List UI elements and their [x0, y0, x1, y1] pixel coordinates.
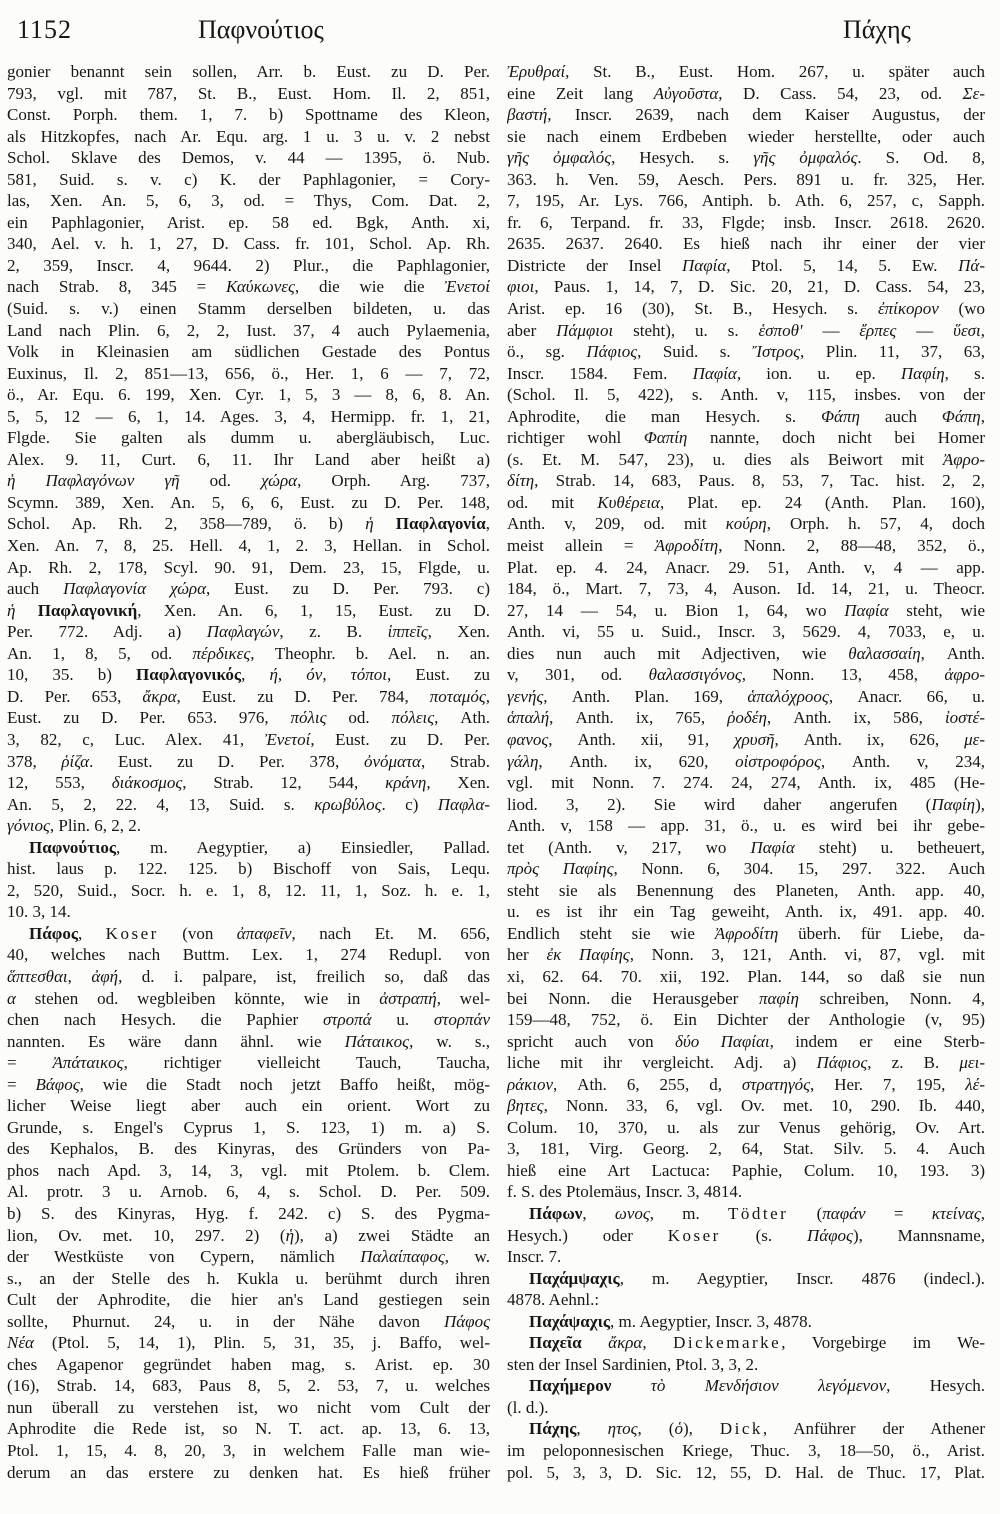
text-line: nun überall zu verstehen ist, wo nicht vom Cult der	[7, 1397, 490, 1417]
text-line: 184, ö., Mart. 7, 73, 4, Auson. Id. 14, 21, u. Theocr.	[507, 579, 985, 599]
greek-text: ὕεσι	[953, 320, 981, 340]
greek-text: ἅπτεσθαι	[7, 966, 68, 986]
text-line: licher Weise liegt aber auch ein orient. Wort zu	[7, 1096, 490, 1116]
text-line: sie nach einem Erdbeben wieder herstellte, oder auch	[507, 126, 985, 146]
text-line: γενής, Anth. Plan. 169, ἁπαλόχροος, Anacr. 66, u.	[507, 686, 985, 706]
text-line: bei Nonn. die Herausgeber παφίη schreiben, Nonn. 4,	[507, 988, 985, 1008]
greek-text: Πάταικος	[344, 1031, 410, 1051]
text-line: las, Xen. An. 5, 6, 3, od. = Thys, Com. Dat. 2,	[7, 191, 490, 211]
greek-text: ωνος	[614, 1203, 650, 1223]
text-line: Alex. 9. 11, Curt. 6, 11. Ihr Land aber heißt a)	[7, 449, 490, 469]
greek-text: ητος	[607, 1419, 638, 1439]
greek-text: Ἀφρο	[942, 449, 980, 469]
text-line: Volk in Kleinasien am südlichen Gestade des Pontus	[7, 342, 490, 362]
text-line: 5, 5, 12 — 6, 1, 14. Ages. 3, 4, Hermipp. fr. 1, 21,	[7, 406, 490, 426]
greek-text: τὸ Μενδήσιον λεγόμενον	[650, 1376, 887, 1396]
text-line: chen nach Hesych. die Paphier στροπά u. στορπάν	[7, 1010, 490, 1030]
greek-text: στρατηγός	[741, 1074, 811, 1094]
text-line: Anth. v, 209, od. mit κούρη, Orph. h. 57, 4, doch	[507, 514, 985, 534]
text-line: An. 5, 2, 22. 4, 13, Suid. s. κρωβύλος. c) Παφλα-	[7, 794, 490, 814]
greek-text: Ἐνετοί	[264, 729, 311, 749]
text-line: Πάχης, ητος, (ὁ), Dick, Anführer der Athener	[529, 1419, 985, 1439]
text-line: nannten. Es wäre dann ähnl. wie Πάταικος, w. s.,	[7, 1031, 490, 1051]
greek-text: Καύκωνες	[226, 277, 295, 297]
greek-text: Παλαίπαφος	[360, 1247, 445, 1267]
page-number: 1152	[17, 15, 73, 44]
greek-text: πέρδικες	[192, 643, 251, 663]
text-line: Παχήμερον τὸ Μενδήσιον λεγόμενον, Hesych.	[529, 1376, 985, 1396]
text-line: b) S. des Kinyras, Hyg. f. 242. c) S. des Pygma-	[7, 1203, 490, 1223]
text-line: Per. 772. Adj. a) Παφλαγών, z. B. ἱππεῖς, Xen.	[7, 622, 490, 642]
greek-text: Ἐνετοί	[444, 277, 490, 297]
greek-text: φανος	[507, 729, 549, 749]
greek-text: γῆς ὀμφαλός	[753, 148, 858, 168]
text-line: eine Zeit lang Αὐγοῦστα, D. Cass. 54, 23, od. Σε-	[507, 83, 985, 103]
greek-text: βητες	[507, 1096, 544, 1116]
text-line: ἁπαλή, Anth. ix, 765, ῥοδέη, Anth. ix, 586, ἰοστέ-	[507, 708, 985, 728]
greek-text: δύο Παφίαι	[675, 1031, 770, 1051]
greek-text: Παφία	[682, 255, 727, 275]
greek-text: γενής	[507, 686, 544, 706]
text-line: Aphrodite die Rede ist, so N. T. act. ap. 13, 6. 13,	[7, 1419, 490, 1439]
text-line: Endlich steht sie wie Ἀφροδίτη überh. für Liebe, da-	[507, 923, 985, 943]
entry-continuation	[7, 61, 490, 837]
greek-text: Ἐρυθραί	[507, 62, 566, 81]
text-line: meist allein = Ἀφροδίτη, Nonn. 2, 88—48, 352, ö.,	[507, 536, 985, 556]
text-line: s., an der Stelle des h. Kukla u. berühmt durch ihren	[7, 1268, 490, 1288]
text-line: spricht auch von δύο Παφίαι, indem er eine Sterb-	[507, 1031, 985, 1051]
text-line: 2, 520, Suid., Socr. h. e. 1, 8, 12. 11, 1, Soz. h. e. 1,	[7, 880, 490, 900]
text-line: D. Per. 653, ἄκρα, Eust. zu D. Per. 784, ποταμός,	[7, 686, 490, 706]
text-line: = Ἀπάταικος, richtiger vielleicht Tauch, Taucha,	[7, 1053, 490, 1073]
greek-text: Πάφος	[806, 1225, 853, 1245]
greek-text: Φάπη	[821, 406, 860, 426]
entry-continuation	[507, 61, 985, 1203]
greek-text: όν	[306, 665, 323, 685]
greek-text: ἀφή	[91, 966, 119, 986]
greek-text: ἰοστέ	[944, 708, 980, 728]
text-line: ö., sg. Πάφιος, Suid. s. Ἴστρος, Plin. 11, 37, 63,	[507, 342, 985, 362]
entry	[507, 1418, 985, 1483]
text-line: Ap. Rh. 2, 178, Scyl. 90. 91, Dem. 23, 15, Flgde, u.	[7, 557, 490, 577]
greek-text: γῆς ὀμφαλός	[507, 148, 612, 168]
text-line: γόνιος, Plin. 6, 2, 2.	[7, 816, 142, 836]
greek-text: φιοι	[507, 277, 535, 297]
greek-text: Ἀπάταικος	[52, 1053, 124, 1073]
left-column	[7, 61, 490, 1483]
greek-text: Φάπη	[941, 406, 981, 426]
text-line: γάλη, Anth. ix, 620, οἰστροφόρος, Anth. v, 234,	[507, 751, 985, 771]
greek-text: Αὐγοῦστα	[653, 83, 719, 103]
text-line: Schol. Ap. Rh. 2, 358—789, ö. b) ἡ Παφλαγονία,	[7, 514, 490, 534]
greek-text: Ἀφροδίτη	[714, 923, 779, 943]
spaced-text: Koser	[105, 923, 159, 943]
greek-text: Ἀφροδίτη	[654, 536, 719, 556]
text-line: nach Strab. 8, 345 = Καύκωνες, die wie die Ἐνετοί	[7, 277, 490, 297]
text-line: ches Agapenor gegründet haben mag, s. Arist. ep. 30	[7, 1354, 490, 1374]
greek-text: α	[7, 988, 16, 1008]
greek-text: κρωβύλος	[314, 794, 382, 814]
greek-text: ἄκρα	[608, 1333, 643, 1353]
right-catchword: Πάχης	[843, 15, 911, 44]
text-line: Παχεῖα ἄκρα, Dickemarke, Vorgebirge im We-	[529, 1333, 985, 1353]
entry	[507, 1375, 985, 1418]
spaced-text: Dickemarke	[673, 1333, 782, 1353]
greek-text: διάκοσμος	[111, 773, 183, 793]
text-line: sten der Insel Sardinien, Ptol. 3, 3, 2.	[507, 1354, 759, 1374]
text-line: 378, ῥίζα. Eust. zu D. Per. 378, ὀνόματα, Strab.	[7, 751, 490, 771]
greek-text: Πάμφιοι	[556, 320, 614, 340]
greek-text: οἰστροφόρος	[735, 751, 821, 771]
text-line: (s. Et. M. 547, 23), u. dies als Beiwort mit Ἀφρο-	[507, 449, 985, 469]
text-line: fr. 6, Terpand. fr. 33, Flgde; insb. Inscr. 2618. 2620.	[507, 212, 985, 232]
text-line: Παφνούτιος, m. Aegyptier, a) Einsiedler, Pallad.	[29, 837, 490, 857]
text-line: dies nun auch mit Adjectiven, wie θαλασσαίη, Anth.	[507, 643, 985, 663]
text-line: liche mit ihr vergleicht. Adj. a) Πάφιος, z. B. μει-	[507, 1053, 985, 1073]
greek-text: ἀστραπή	[379, 988, 437, 1008]
text-line: 10, 35. b) Παφλαγονικός, ή, όν, τόποι, Eust. zu	[7, 665, 490, 685]
text-line: richtiger wohl Φαπίη nannte, doch nicht bei Homer	[507, 428, 985, 448]
spaced-text: Dick	[719, 1419, 763, 1439]
text-line: tet (Anth. v, 217, wo Παφία steht) u. betheuert,	[507, 837, 985, 857]
headword: Παφλαγονία	[395, 514, 486, 534]
text-line: Al. protr. 3 u. Arnob. 6, 4, s. Schol. D. Per. 509.	[7, 1182, 490, 1202]
text-line: steht sie als Benennung des Planeten, Anth. app. 40,	[507, 880, 985, 900]
greek-text: ἡ	[7, 600, 16, 620]
greek-text: Παφία	[692, 363, 737, 383]
text-line: ἡ Παφλαγονική, Xen. An. 6, 1, 15, Eust. zu D.	[7, 600, 490, 620]
text-line: 340, Ael. v. h. 1, 27, D. Cass. fr. 101, Schol. Ap. Rh.	[7, 234, 490, 254]
text-line: hist. laus p. 122. 125. b) Bischoff von Sais, Lequ.	[7, 859, 490, 879]
greek-text: ἑσποθ'	[758, 320, 803, 340]
greek-text: δίτη	[507, 471, 535, 491]
greek-text: Παφλαγών	[206, 622, 280, 642]
text-line: Flgde. Sie galten als dumm u. abergläubisch, Luc.	[7, 428, 490, 448]
text-line: 27, 14 — 54, u. Bion 1, 64, wo Παφία steht, wie	[507, 600, 985, 620]
greek-text: Βάφος	[35, 1074, 80, 1094]
text-line: liod. 3, 2). Sie wird daher angerufen (Παφίη),	[507, 794, 985, 814]
greek-text: Παφία	[750, 837, 795, 857]
greek-text: ἐκ Παφίης	[546, 945, 630, 965]
greek-text: ἔρπες	[859, 320, 897, 340]
text-line: γῆς ὀμφαλός, Hesych. s. γῆς ὀμφαλός. S. Od. 8,	[507, 148, 985, 168]
headword: Παχήμερον	[529, 1376, 612, 1396]
text-line: Land nach Plin. 6, 2, 2, Iust. 37, 4 auch Pylaemenia,	[7, 320, 490, 340]
headword: Πάφων	[529, 1203, 583, 1223]
text-line: Euxinus, Il. 2, 851—13, 656, ö., Her. 1, 6 — 7, 72,	[7, 363, 490, 383]
greek-text: ἁπαλόχροος	[747, 686, 829, 706]
text-line: 159—48, 752, ö. Ein Dichter der Anthologie (v, 95)	[507, 1010, 985, 1030]
text-line: φανος, Anth. xii, 91, χρυσῆ, Anth. ix, 626, με-	[507, 729, 985, 749]
text-line: α stehen od. wegbleiben könnte, wie in ἀστραπή, wel-	[7, 988, 490, 1008]
text-line: An. 1, 8, 5, od. πέρδικες, Theophr. b. Ael. n. an.	[7, 643, 490, 663]
entry	[7, 837, 490, 923]
greek-text: χώρα	[261, 471, 298, 491]
text-line: (l. d.).	[507, 1397, 549, 1417]
text-line: Inscr. 1584. Fem. Παφία, ion. u. ep. Παφίη, s.	[507, 363, 985, 383]
greek-text: χρυσῆ	[734, 729, 775, 749]
greek-text: ῥοδέη	[727, 708, 767, 728]
spaced-text: Tödter	[728, 1203, 789, 1223]
text-line: (16), Strab. 14, 683, Paus 8, 5, 2. 53, 7, u. welches	[7, 1376, 490, 1396]
greek-text: ὁ	[674, 1419, 683, 1439]
text-line: 40, welches nach Buttm. Lex. 1, 274 Redupl. von	[7, 945, 490, 965]
greek-text: ἱππεῖς	[387, 622, 428, 642]
greek-text: ἁπαλή	[507, 708, 550, 728]
text-line: gonier benannt sein sollen, Arr. b. Eust. zu D. Per.	[7, 62, 490, 81]
greek-text: ὀνόματα	[363, 751, 421, 771]
text-line: aber Πάμφιοι steht), u. s. ἑσποθ' — ἔρπες — ὕεσι,	[507, 320, 985, 340]
text-line: Ἐρυθραί, St. B., Eust. Hom. 267, u. später auch	[507, 62, 985, 81]
greek-text: Σε	[962, 83, 980, 103]
greek-text: Κυθέρεια	[597, 492, 660, 512]
text-line: Παχάψαχις, m. Aegyptier, Inscr. 3, 4878.	[529, 1311, 812, 1331]
greek-text: Παφίη	[900, 363, 945, 383]
greek-text: Φαπίη	[643, 428, 688, 448]
text-line: βητες, Nonn. 33, 6, vgl. Ov. met. 10, 290. Ib. 440,	[507, 1096, 985, 1116]
text-line: Anth. v, 158 — app. 31, ö., u. es wird bei ihr gebe-	[507, 816, 985, 836]
text-line: als Hitzkopfes, nach Ar. Equ. arg. 1 u. 3 u. v. 2 nebst	[7, 126, 490, 146]
entry	[507, 1203, 985, 1268]
greek-text: Ἴστρος	[752, 342, 800, 362]
headword: Παχάμψαχις	[529, 1268, 620, 1288]
text-line: vgl. mit Nonn. 7. 274. 24, 274, Anth. ix, 485 (He-	[507, 773, 985, 793]
greek-text: πόλις	[290, 708, 327, 728]
text-line: (Schol. Il. 5, 422), s. Anth. v, 115, insbes. von der	[507, 385, 985, 405]
entry	[507, 1332, 985, 1375]
text-line: 4878. Aehnl.:	[507, 1290, 600, 1310]
headword: Παφνούτιος	[29, 837, 117, 857]
text-line: Districte der Insel Παφία, Ptol. 5, 14, 5. Ew. Πά-	[507, 255, 985, 275]
greek-text: κούρη	[725, 514, 767, 534]
text-line: βαστή, Inscr. 2639, nach dem Kaiser Augustus, der	[507, 105, 985, 125]
text-line: 7, 195, Ar. Lys. 766, Antiph. b. Ath. 6, 257, c, Sapph.	[507, 191, 985, 211]
text-line: Xen. An. 7, 8, 25. Hell. 4, 1, 2. 3, Hellan. in Schol.	[7, 536, 490, 556]
greek-text: ἐπίκορον	[877, 299, 939, 319]
text-line: Hesych.) oder Koser (s. Πάφος), Mannsname,	[507, 1225, 985, 1245]
entry	[507, 1268, 985, 1311]
text-line: (Suid. s. v.) einen Stamm derselben bildeten, u. das	[7, 299, 490, 319]
text-line: 2, 359, Inscr. 4, 9644. 2) Plur., die Paphlagonier,	[7, 255, 490, 275]
greek-text: τόποι	[350, 665, 387, 685]
greek-text: γόνιος	[7, 816, 50, 836]
greek-text: ἡ Παφλαγόνων γῆ	[7, 471, 180, 491]
headword: Πάφος	[29, 923, 78, 943]
text-line: Cult der Aphrodite, die hier an's Land gestiegen sein	[7, 1290, 490, 1310]
text-line: lion, Ov. met. 10, 297. 2) (ἡ), a) zwei Städte an	[7, 1225, 490, 1245]
greek-text: παφάν	[822, 1203, 866, 1223]
headword: Παχάψαχις	[529, 1311, 611, 1331]
text-line: δίτη, Strab. 14, 683, Paus. 8, 53, 7, Tac. hist. 2, 2,	[507, 471, 985, 491]
greek-text: πόλεις	[391, 708, 435, 728]
greek-text: ἀπαφεῖν	[236, 923, 292, 943]
text-line: ἡ Παφλαγόνων γῆ od. χώρα, Orph. Arg. 737,	[7, 471, 490, 491]
text-line: sollte, Phurnut. 24, u. in der Nähe davon Πάφος	[7, 1311, 490, 1331]
text-line: Νέα (Ptol. 5, 14, 1), Plin. 5, 31, 35, j. Baffo, wel-	[7, 1333, 490, 1353]
greek-text: με	[964, 729, 980, 749]
text-line: od. mit Κυθέρεια, Plat. ep. 24 (Anth. Plan. 160),	[507, 492, 985, 512]
text-line: hieß eine Art Lactuca: Paphie, Colum. 10, 193. 3)	[507, 1160, 985, 1180]
headword: Πάχης	[529, 1419, 577, 1439]
greek-text: ῥίζα	[61, 751, 90, 771]
text-line: u. es ist ihr ein Tag geweiht, Anth. ix, 491. app. 40.	[507, 902, 985, 922]
text-line: 3, 82, c, Luc. Alex. 41, Ἐνετοί, Eust. zu D. Per.	[7, 729, 490, 749]
text-line: Eust. zu D. Per. 653. 976, πόλις od. πόλεις, Ath.	[7, 708, 490, 728]
greek-text: ἀφρο	[944, 665, 980, 685]
text-line: Ptol. 1, 15, 4. 8, 20, 3, in welchem Falle man wie-	[7, 1441, 490, 1460]
text-line: Scymn. 389, Xen. An. 5, 6, 6, Eust. zu D. Per. 148,	[7, 492, 490, 512]
greek-text: Νέα	[7, 1333, 34, 1353]
spaced-text: Koser	[667, 1225, 721, 1245]
text-line: auch Παφλαγονία χώρα, Eust. zu D. Per. 793. c)	[7, 579, 490, 599]
greek-text: Πάφιος	[586, 342, 638, 362]
greek-text: κτείνας	[931, 1203, 981, 1223]
greek-text: στροπά	[323, 1010, 372, 1030]
text-line: im peloponnesischen Kriege, Thuc. 3, 18—50, ö., Arist.	[507, 1441, 985, 1460]
text-line: her ἐκ Παφίης, Nonn. 3, 121, Anth. vi, 87, vgl. mit	[507, 945, 985, 965]
greek-text: βαστή	[507, 105, 548, 125]
entry	[507, 1311, 985, 1333]
text-line: Anth. vi, 55 u. Suid., Inscr. 3, 5629. 4, 7033, e, u.	[507, 622, 985, 642]
text-line: ράκιον, Ath. 6, 255, d, στρατηγός, Her. 7, 195, λέ-	[507, 1074, 985, 1094]
text-line: Παχάμψαχις, m. Aegyptier, Inscr. 4876 (indecl.).	[529, 1268, 985, 1288]
text-line: ein Paphlagonier, Arist. ep. 58 ed. Bgk, Anth. xi,	[7, 212, 490, 232]
greek-text: θαλασσαίη	[848, 643, 921, 663]
greek-text: ράκιον	[507, 1074, 554, 1094]
text-line: Const. Porph. them. 1, 7. b) Spottname des Kleon,	[7, 105, 490, 125]
left-catchword: Παφνούτιος	[198, 15, 324, 44]
text-line: 2635. 2637. 2640. Es hieß nach ihr einer der vier	[507, 234, 985, 254]
headword: Παφλαγονική	[37, 600, 138, 620]
greek-text: παφίη	[758, 988, 799, 1008]
text-line: Πάφων, ωνος, m. Tödter (παφάν = κτείνας,	[529, 1203, 985, 1223]
text-line: πρὸς Παφίης, Nonn. 6, 304. 15, 297. 322. Auch	[507, 859, 985, 879]
headword: Παφλαγονικός	[136, 665, 242, 685]
greek-text: στορπάν	[433, 1010, 490, 1030]
text-line: v, 301, od. θαλασσιγόνος, Nonn. 13, 458, ἀφρο-	[507, 665, 985, 685]
text-line: pol. 5, 3, 3, D. Sic. 12, 55, D. Hal. de Thuc. 17, Plat.	[507, 1462, 985, 1482]
text-line: der Westküste von Cypern, nämlich Παλαίπαφος, w.	[7, 1247, 490, 1267]
text-line: 581, Suid. s. v. c) K. der Paphlagonier, = Cory-	[7, 169, 490, 189]
greek-text: Πάφιος	[816, 1053, 868, 1073]
text-line: φιοι, Paus. 1, 14, 7, D. Sic. 20, 21, D. Cass. 54, 23,	[507, 277, 985, 297]
text-line: Grunde, s. Engel's Cyprus 1, S. 123, 1) m. a) S.	[7, 1117, 490, 1137]
text-line: 363. h. Ven. 59, Aesch. Pers. 891 u. fr. 325, Her.	[507, 169, 985, 189]
text-line: f. S. des Ptolemäus, Inscr. 3, 4814.	[507, 1182, 743, 1202]
greek-text: ἡ	[285, 1225, 294, 1245]
text-line: Arist. ep. 16 (30), St. B., Hesych. s. ἐπίκορον (wo	[507, 299, 985, 319]
text-line: des Kephalos, B. des Kinyras, des Gründers von Pa-	[7, 1139, 490, 1159]
text-line: Schol. Sklave des Demos, v. 44 — 1395, ö. Nub.	[7, 148, 490, 168]
text-line: 793, vgl. mit 787, St. B., Eust. Hom. Il. 2, 851,	[7, 83, 490, 103]
greek-text: Παφλα	[437, 794, 485, 814]
text-line: 10. 3, 14.	[7, 902, 71, 922]
text-line: ö., Ar. Equ. 6. 199, Xen. Cyr. 1, 5, 3 — 8, 6, 8. An.	[7, 385, 490, 405]
greek-text: Παφίη	[931, 794, 976, 814]
greek-text: μει	[959, 1053, 980, 1073]
right-column	[507, 61, 985, 1483]
greek-text: θαλασσιγόνος	[648, 665, 742, 685]
greek-text: λέ	[965, 1074, 980, 1094]
text-line: Plat. ep. 4. 24, Anacr. 29. 51, Anth. v, 4 — app.	[507, 557, 985, 577]
entry	[7, 923, 490, 1483]
text-line: = Βάφος, wie die Stadt noch jetzt Baffo heißt, mög-	[7, 1074, 490, 1094]
text-line: ἅπτεσθαι, ἀφή, d. i. palpare, ist, freilich so, daß das	[7, 966, 490, 986]
greek-text: κράνη	[385, 773, 427, 793]
greek-text: ἡ	[365, 514, 374, 534]
greek-text: πρὸς Παφίης	[507, 859, 614, 879]
greek-text: ἄκρα	[142, 686, 177, 706]
greek-text: ποταμός	[429, 686, 486, 706]
greek-text: Πά	[958, 255, 980, 275]
text-line: phos nach Apd. 3, 14, 3, vgl. mit Ptolem. b. Clem.	[7, 1160, 490, 1180]
greek-text: Πάφος	[443, 1311, 490, 1331]
text-line: Aphrodite, die man Hesych. s. Φάπη auch Φάπη,	[507, 406, 985, 426]
text-line: Inscr. 7.	[507, 1247, 562, 1267]
text-line: Colum. 10, 370, u. als zur Venus gehörig, Ov. Art.	[507, 1117, 985, 1137]
headword: Παχεῖα	[529, 1333, 582, 1353]
text-line: 12, 553, διάκοσμος, Strab. 12, 544, κράνη, Xen.	[7, 773, 490, 793]
greek-text: ή	[269, 665, 278, 685]
text-line: derum an das erstere zu denken hat. Es hieß früher	[7, 1462, 490, 1482]
text-line: 3, 181, Virg. Georg. 2, 64, Stat. Silv. 5. 4. Auch	[507, 1139, 985, 1159]
greek-text: Παφία	[844, 600, 889, 620]
text-line: xi, 62. 64. 70. xii, 192. Plan. 144, so daß sie nun	[507, 966, 985, 986]
greek-text: Παφλαγονία χώρα	[63, 579, 207, 599]
text-line: Πάφος, Koser (von ἀπαφεῖν, nach Et. M. 656,	[29, 923, 490, 943]
greek-text: γάλη	[507, 751, 539, 771]
